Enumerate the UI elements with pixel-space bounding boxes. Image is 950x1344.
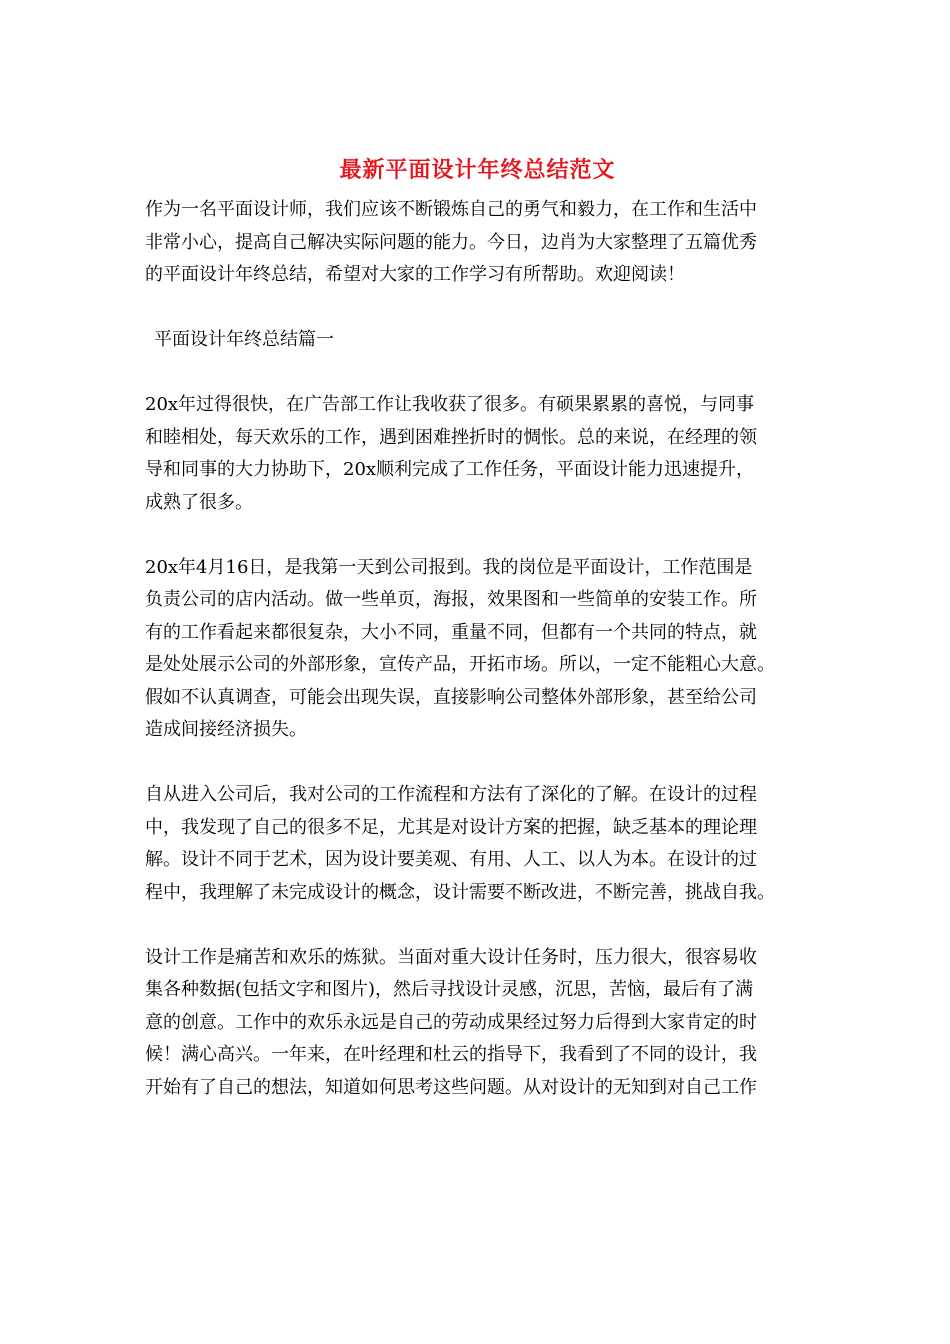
paragraph-spacer — [145, 747, 810, 780]
body-paragraph-2 — [145, 552, 810, 747]
intro-line: 的平面设计年终总结，希望对大家的工作学习有所帮助。欢迎阅读！ — [145, 264, 685, 285]
document-page — [145, 155, 810, 1104]
body-paragraph-3 — [145, 779, 810, 909]
paragraph-line: 程中，我理解了未完成设计的概念，设计需要不断改进，不断完善，挑战自我。 — [145, 881, 775, 903]
paragraph-line: 集各种数据(包括文字和图片)，然后寻找设计灵感，沉思，苦恼，最后有了满 — [145, 979, 754, 1000]
paragraph-line: 有的工作看起来都很复杂，大小不同，重量不同，但都有一个共同的特点，就 — [145, 621, 757, 643]
paragraph-spacer — [145, 519, 810, 552]
paragraph-line: 成熟了很多。 — [145, 491, 253, 513]
paragraph-line: 负责公司的店内活动。做一些单页，海报，效果图和一些简单的安装工作。所 — [145, 589, 757, 610]
intro-paragraph — [145, 194, 810, 292]
paragraph-line: 开始有了自己的想法，知道如何思考这些问题。从对设计的无知到对自己工作 — [145, 1076, 757, 1098]
paragraph-line: 和睦相处，每天欢乐的工作，遇到困难挫折时的惆怅。总的来说，在经理的领 — [145, 426, 757, 448]
section-heading: 平面设计年终总结篇一 — [154, 329, 334, 350]
paragraph-spacer — [145, 357, 810, 390]
paragraph-line: 自从进入公司后，我对公司的工作流程和方法有了深化的了解。在设计的过程 — [145, 784, 757, 805]
paragraph-line: 解。设计不同于艺术，因为设计要美观、有用、人工、以人为本。在设计的过 — [145, 849, 757, 870]
paragraph-spacer — [145, 292, 810, 325]
paragraph-line: 20x年4月16日，是我第一天到公司报到。我的岗位是平面设计，工作范围是 — [145, 556, 753, 578]
body-paragraph-4 — [145, 942, 810, 1105]
paragraph-line: 意的创意。工作中的欢乐永远是自己的劳动成果经过努力后得到大家肯定的时 — [145, 1011, 757, 1033]
paragraph-line: 设计工作是痛苦和欢乐的炼狱。当面对重大设计任务时，压力很大，很容易收 — [145, 946, 757, 968]
paragraph-line: 中，我发现了自己的很多不足，尤其是对设计方案的把握，缺乏基本的理论理 — [145, 816, 757, 838]
document-title: 最新平面设计年终总结范文 — [339, 157, 616, 183]
body-paragraph-1 — [145, 389, 810, 519]
paragraph-line: 是处处展示公司的外部形象，宣传产品，开拓市场。所以，一定不能粗心大意。 — [145, 654, 775, 675]
intro-line: 作为一名平面设计师，我们应该不断锻炼自己的勇气和毅力，在工作和生活中 — [145, 199, 757, 220]
paragraph-line: 候！满心高兴。一年来，在叶经理和杜云的指导下，我看到了不同的设计，我 — [145, 1044, 757, 1065]
paragraph-line: 导和同事的大力协助下，20x顺利完成了工作任务，平面设计能力迅速提升， — [145, 459, 755, 480]
paragraph-line: 20x年过得很快，在广告部工作让我收获了很多。有硕果累累的喜悦，与同事 — [145, 394, 755, 415]
paragraph-spacer — [145, 909, 810, 942]
paragraph-line: 造成间接经济损失。 — [145, 719, 307, 740]
intro-line: 非常小心，提高自己解决实际问题的能力。今日，边肖为大家整理了五篇优秀 — [145, 231, 757, 253]
paragraph-line: 假如不认真调查，可能会出现失误，直接影响公司整体外部形象，甚至给公司 — [145, 686, 757, 708]
